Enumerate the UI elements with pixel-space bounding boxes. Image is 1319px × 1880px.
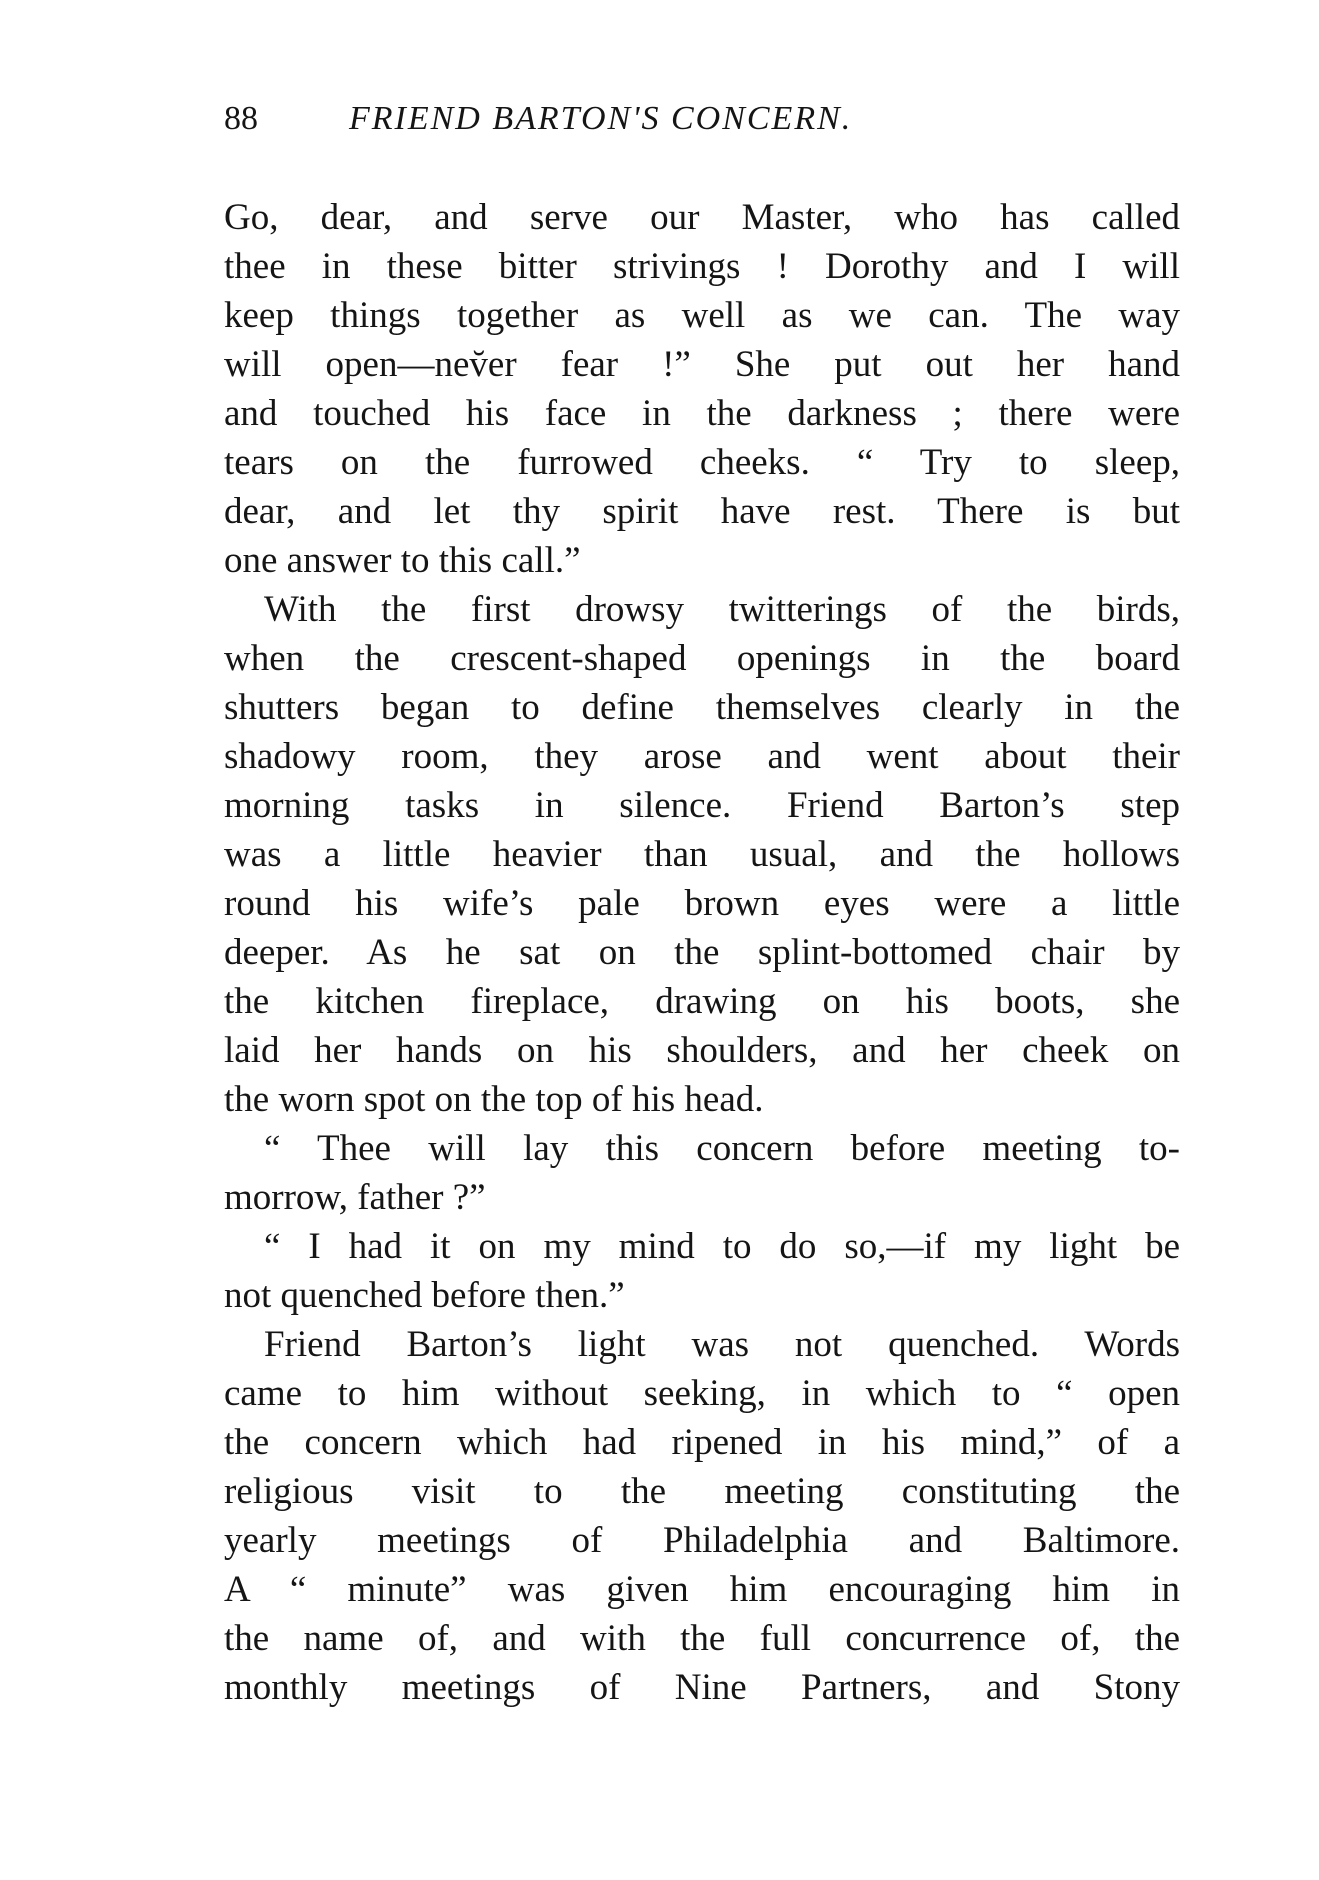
- text-line: the worn spot on the top of his head.: [224, 1079, 764, 1120]
- page-number: 88: [224, 100, 258, 137]
- page-header: [224, 100, 1178, 150]
- text-line: the concern which had ripened in his mind,” of a: [224, 1422, 1180, 1463]
- text-line: “ Thee will lay this concern before meeting to-: [264, 1128, 1180, 1169]
- text-line: morrow, father ?”: [224, 1177, 486, 1218]
- text-line: one answer to this call.”: [224, 540, 581, 581]
- text-line: shadowy room, they arose and went about their: [224, 736, 1180, 777]
- text-line: morning tasks in silence. Friend Barton’s step: [224, 785, 1180, 826]
- text-line: the kitchen fireplace, drawing on his boots, she: [224, 981, 1180, 1022]
- text-line: yearly meetings of Philadelphia and Baltimore.: [224, 1520, 1180, 1561]
- text-line: and touched his face in the darkness ; there were: [224, 393, 1180, 434]
- text-line: laid her hands on his shoulders, and her cheek on: [224, 1030, 1180, 1071]
- body-text: [224, 193, 1180, 1712]
- text-line: the name of, and with the full concurrence of, the: [224, 1618, 1180, 1659]
- text-line: thee in these bitter strivings ! Dorothy and I will: [224, 246, 1180, 287]
- running-title: FRIEND BARTON'S CONCERN.: [349, 100, 853, 137]
- text-line: when the crescent-shaped openings in the board: [224, 638, 1180, 679]
- text-line: deeper. As he sat on the splint-bottomed chair by: [224, 932, 1180, 973]
- text-line: monthly meetings of Nine Partners, and Stony: [224, 1667, 1180, 1708]
- text-line: Friend Barton’s light was not quenched. Words: [264, 1324, 1180, 1365]
- text-line: round his wife’s pale brown eyes were a little: [224, 883, 1180, 924]
- text-line: Go, dear, and serve our Master, who has called: [224, 197, 1180, 238]
- text-line: “ I had it on my mind to do so,—if my light be: [264, 1226, 1180, 1267]
- text-line: shutters began to define themselves clearly in the: [224, 687, 1180, 728]
- text-line: keep things together as well as we can. The way: [224, 295, 1180, 336]
- text-line: A “ minute” was given him encouraging him in: [224, 1569, 1180, 1610]
- text-line: religious visit to the meeting constituting the: [224, 1471, 1180, 1512]
- text-line: will open—nev̆er fear !” She put out her hand: [224, 344, 1180, 385]
- text-line: came to him without seeking, in which to “ open: [224, 1373, 1180, 1414]
- text-line: tears on the furrowed cheeks. “ Try to sleep,: [224, 442, 1180, 483]
- text-line: dear, and let thy spirit have rest. There is but: [224, 491, 1180, 532]
- text-line: With the first drowsy twitterings of the birds,: [264, 589, 1180, 630]
- text-line: was a little heavier than usual, and the hollows: [224, 834, 1180, 875]
- text-line: not quenched before then.”: [224, 1275, 625, 1316]
